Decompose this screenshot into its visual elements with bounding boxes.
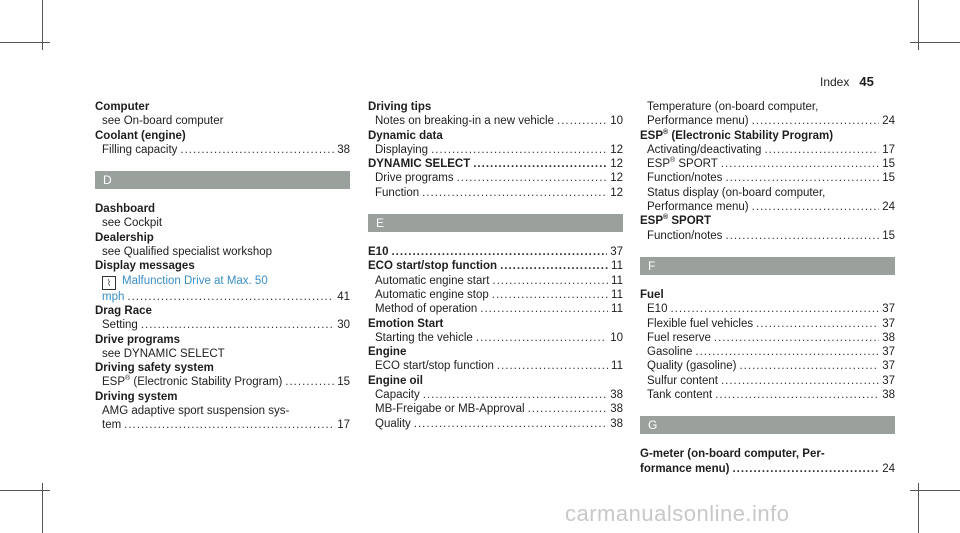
entry-heading: Dynamic data	[368, 129, 443, 142]
index-subentry[interactable]: Function/notes ..... 15	[640, 229, 895, 243]
index-subentry[interactable]: ESP® SPORT ..... 15	[640, 157, 895, 171]
entry-heading: Computer	[95, 101, 150, 113]
index-subentry[interactable]: MB-Freigabe or MB-Approval ..... 38	[368, 402, 623, 416]
index-subentry[interactable]: Performance menu) ..... 24	[640, 114, 895, 128]
index-entry[interactable]: DYNAMIC SELECT ..... 12	[368, 157, 623, 171]
index-subentry[interactable]: Fuel reserve ..... 38	[640, 331, 895, 345]
index-entry[interactable]: ECO start/stop function ..... 11	[368, 259, 623, 273]
index-entry[interactable]: formance menu) ..... 24	[640, 462, 895, 476]
section-letter-f: F	[640, 257, 895, 275]
index-subentry[interactable]: Sulfur content ..... 37	[640, 374, 895, 388]
see-reference[interactable]: see Cockpit	[102, 217, 163, 230]
index-subentry[interactable]: tem ..... 17	[95, 418, 350, 432]
section-letter-e: E	[368, 214, 623, 232]
entry-heading: Dealership	[95, 231, 154, 244]
entry-heading: Engine	[368, 346, 407, 359]
index-subentry[interactable]: Automatic engine stop ..... 11	[368, 288, 623, 302]
entry-heading: Emotion Start	[368, 317, 444, 330]
section-letter-g: G	[640, 416, 895, 434]
index-subentry[interactable]: Method of operation ..... 11	[368, 302, 623, 316]
index-subentry[interactable]: Activating/deactivating ..... 17	[640, 143, 895, 157]
index-subentry[interactable]: Capacity ..... 38	[368, 388, 623, 402]
index-subentry[interactable]: Function/notes ..... 15	[640, 171, 895, 185]
index-subentry[interactable]: Tank content ..... 38	[640, 388, 895, 402]
index-subentry[interactable]: Setting ..... 30	[95, 318, 350, 332]
index-entry[interactable]: E10 ..... 37	[368, 245, 623, 259]
index-subentry[interactable]: Quality (gasoline) ..... 37	[640, 359, 895, 373]
watermark: carmanualsonline.info	[565, 501, 790, 526]
page-number: 45	[859, 74, 874, 89]
index-subentry[interactable]: Flexible fuel vehicles ..... 37	[640, 317, 895, 331]
entry-heading: Display messages	[95, 260, 195, 273]
index-subentry-line[interactable]: Status display (on-board computer,	[647, 186, 826, 199]
index-subentry[interactable]: ECO start/stop function ..... 11	[368, 359, 623, 373]
index-column-2	[368, 100, 623, 431]
see-reference[interactable]: see On-board computer	[102, 115, 224, 128]
index-subentry[interactable]: Function ..... 12	[368, 186, 623, 200]
entry-heading: Fuel	[640, 288, 664, 301]
entry-heading: Driving system	[95, 390, 178, 403]
index-subentry[interactable]: Filling capacity ..... 38	[95, 143, 350, 157]
page-header	[820, 74, 874, 89]
index-column-3	[640, 100, 895, 476]
index-subentry[interactable]: Starting the vehicle ..... 10	[368, 331, 623, 345]
warning-lamp-icon: ⌇	[102, 276, 116, 290]
entry-heading: Driving tips	[368, 101, 432, 113]
header-section: Index	[820, 75, 850, 89]
entry-heading: ESP® (Electronic Stability Program)	[640, 128, 834, 142]
index-subentry[interactable]: Notes on breaking-in a new vehicle ..... 10	[368, 114, 623, 128]
index-column-1	[95, 100, 350, 433]
index-subentry[interactable]: ESP® (Electronic Stability Program) ..... 15	[95, 375, 350, 389]
display-message-line[interactable]: ⌇ Malfunction Drive at Max. 50	[95, 274, 350, 290]
index-subentry[interactable]: Quality ..... 38	[368, 417, 623, 431]
entry-heading: Driving safety system	[95, 362, 214, 375]
index-subentry[interactable]: Drive programs ..... 12	[368, 171, 623, 185]
entry-heading: Drive programs	[95, 333, 181, 346]
entry-heading: Dashboard	[95, 203, 156, 216]
entry-heading: G-meter (on-board computer, Per-	[640, 448, 825, 461]
see-reference[interactable]: see DYNAMIC SELECT	[102, 347, 225, 360]
index-subentry[interactable]: Displaying ..... 12	[368, 143, 623, 157]
index-subentry[interactable]: Gasoline ..... 37	[640, 345, 895, 359]
index-subentry-line[interactable]: Temperature (on-board computer,	[647, 101, 819, 113]
entry-heading: Coolant (engine)	[95, 129, 186, 142]
index-subentry[interactable]: E10 ..... 37	[640, 302, 895, 316]
section-letter-d: D	[95, 171, 350, 189]
index-subentry[interactable]: mph ..... 41	[95, 290, 350, 304]
crop-mark	[918, 483, 919, 533]
index-subentry[interactable]: Performance menu) ..... 24	[640, 200, 895, 214]
entry-heading: ESP® SPORT	[640, 214, 711, 228]
index-subentry[interactable]: Automatic engine start ..... 11	[368, 274, 623, 288]
index-subentry-line[interactable]: AMG adaptive sport suspension sys-	[102, 405, 290, 418]
entry-heading: Drag Race	[95, 304, 152, 317]
crop-mark	[42, 483, 43, 533]
entry-heading: Engine oil	[368, 374, 423, 387]
crop-mark	[918, 0, 919, 50]
see-reference[interactable]: see Qualified specialist workshop	[102, 246, 273, 259]
crop-mark	[42, 0, 43, 50]
